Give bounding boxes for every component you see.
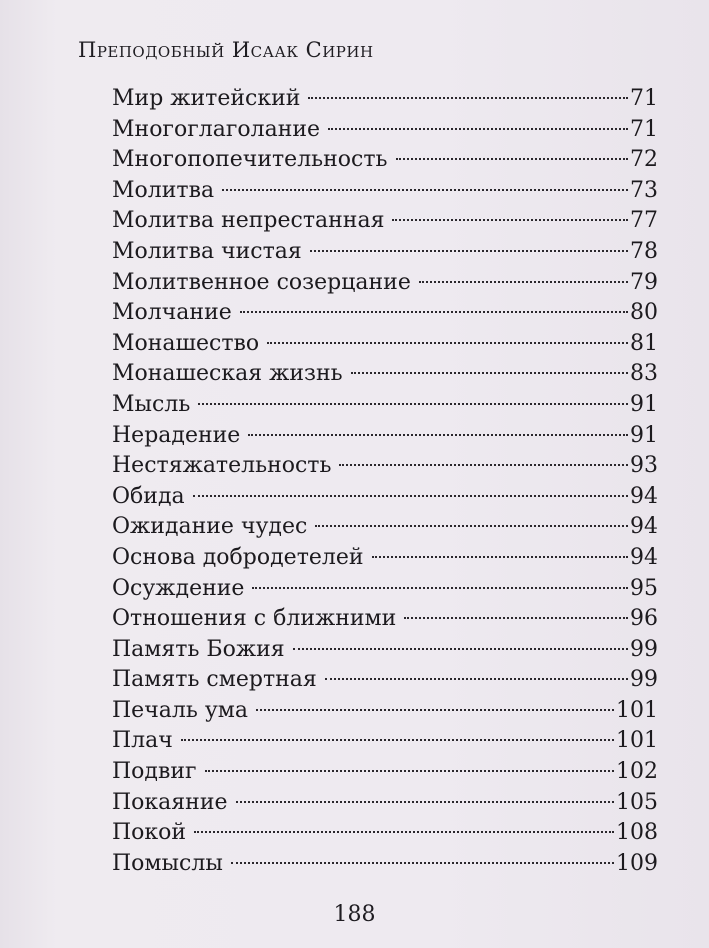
toc-entry-title: Ожидание чудес	[112, 514, 308, 540]
toc-entry	[112, 359, 658, 390]
toc-entry-page: 99	[630, 667, 658, 693]
toc-entry	[112, 512, 658, 543]
dot-leader	[308, 97, 628, 99]
toc-entry-title: Мир житейский	[112, 86, 301, 111]
page-number: 188	[333, 902, 376, 927]
dot-leader	[328, 128, 628, 130]
dot-leader	[339, 464, 628, 466]
dot-leader	[193, 495, 628, 497]
toc-entry	[112, 818, 658, 849]
dot-leader	[293, 648, 628, 650]
toc-entry-page: 79	[630, 269, 658, 295]
toc-entry	[112, 543, 658, 574]
toc-entry-page: 73	[630, 177, 658, 203]
toc-entry-title: Мысль	[112, 391, 191, 417]
dot-leader	[231, 862, 614, 864]
toc-entry-page: 101	[616, 697, 658, 723]
toc-entry	[112, 757, 658, 788]
dot-leader	[198, 403, 628, 405]
running-head: Преподобный Исаак Сирин	[78, 38, 374, 62]
toc-entry-title: Покаяние	[112, 789, 228, 815]
toc-entry-page: 105	[616, 789, 658, 815]
toc-entry	[112, 635, 658, 666]
dot-leader	[419, 281, 628, 283]
toc-entry	[112, 115, 658, 146]
toc-entry-title: Печаль ума	[112, 697, 248, 723]
dot-leader	[325, 678, 628, 680]
toc-entry-page: 77	[630, 208, 658, 234]
dot-leader	[351, 372, 628, 374]
toc-entry	[112, 390, 658, 421]
dot-leader	[222, 189, 628, 191]
dot-leader	[236, 801, 614, 803]
dot-leader	[194, 831, 614, 833]
dot-leader	[240, 311, 628, 313]
toc-entry-page: 96	[630, 606, 658, 632]
toc-entry-page: 72	[630, 147, 658, 173]
toc-entry-page: 101	[616, 728, 658, 754]
toc-entry-page: 94	[630, 514, 658, 540]
dot-leader	[267, 342, 628, 344]
toc-entry-title: Молитва непрестанная	[112, 208, 385, 234]
toc-entry-title: Память смертная	[112, 667, 317, 693]
toc-entry	[112, 665, 658, 696]
toc-entry	[112, 268, 658, 299]
toc-entry	[112, 574, 658, 605]
toc-entry-page: 102	[616, 759, 658, 785]
toc-entry-page: 71	[630, 116, 658, 142]
toc-entry	[112, 451, 658, 482]
toc-entry	[112, 604, 658, 635]
toc-entry-page: 95	[630, 575, 658, 601]
toc-entry	[112, 849, 658, 880]
dot-leader	[256, 709, 614, 711]
toc-entry-page: 99	[630, 636, 658, 662]
toc-entry-page: 109	[616, 850, 658, 876]
toc-entry-page: 91	[630, 422, 658, 448]
toc-entry	[112, 421, 658, 452]
toc-entry	[112, 176, 658, 207]
toc-entry	[112, 788, 658, 819]
toc-entry-page: 94	[630, 544, 658, 570]
toc-entry-title: Основа добродетелей	[112, 544, 364, 570]
toc-entry	[112, 206, 658, 237]
toc-entry-page: 108	[616, 820, 658, 846]
toc-entry-page: 81	[630, 330, 658, 356]
dot-leader	[392, 219, 628, 221]
toc-entry	[112, 329, 658, 360]
toc-entry-title: Монашество	[112, 330, 260, 356]
toc-entry-title: Помыслы	[112, 850, 223, 876]
toc-entry-title: Подвиг	[112, 759, 197, 785]
toc-entry	[112, 298, 658, 329]
toc-entry-title: Отношения с ближними	[112, 606, 397, 632]
toc-entry-title: Молитва чистая	[112, 238, 302, 264]
table-of-contents	[112, 84, 658, 879]
toc-entry-title: Многопопечительность	[112, 147, 388, 173]
dot-leader	[372, 556, 628, 558]
toc-entry-title: Многоглаголание	[112, 116, 321, 142]
dot-leader	[181, 739, 614, 741]
toc-entry-title: Молитвенное созерцание	[112, 269, 411, 295]
dot-leader	[315, 525, 628, 527]
dot-leader	[404, 617, 628, 619]
toc-entry-page: 78	[630, 238, 658, 264]
toc-entry-page: 93	[630, 453, 658, 479]
toc-entry	[112, 482, 658, 513]
toc-entry-title: Монашеская жизнь	[112, 361, 343, 387]
toc-entry-title: Память Божия	[112, 636, 285, 662]
toc-entry-title: Осуждение	[112, 575, 245, 601]
toc-entry-title: Молитва	[112, 177, 215, 203]
toc-entry	[112, 726, 658, 757]
toc-entry-title: Плач	[112, 728, 173, 754]
toc-entry	[112, 84, 658, 115]
toc-entry-title: Нестяжательность	[112, 453, 332, 479]
toc-entry-title: Нерадение	[112, 422, 241, 448]
toc-entry	[112, 696, 658, 727]
toc-entry-title: Покой	[112, 820, 187, 846]
dot-leader	[396, 158, 628, 160]
dot-leader	[310, 250, 628, 252]
dot-leader	[205, 770, 614, 772]
toc-entry-page: 71	[630, 86, 658, 111]
toc-entry-page: 80	[630, 300, 658, 326]
toc-entry-title: Молчание	[112, 300, 232, 326]
dot-leader	[252, 587, 628, 589]
toc-entry-page: 83	[630, 361, 658, 387]
toc-entry	[112, 145, 658, 176]
toc-entry	[112, 237, 658, 268]
toc-entry-title: Обида	[112, 483, 185, 509]
toc-entry-page: 94	[630, 483, 658, 509]
dot-leader	[248, 434, 628, 436]
toc-entry-page: 91	[630, 391, 658, 417]
